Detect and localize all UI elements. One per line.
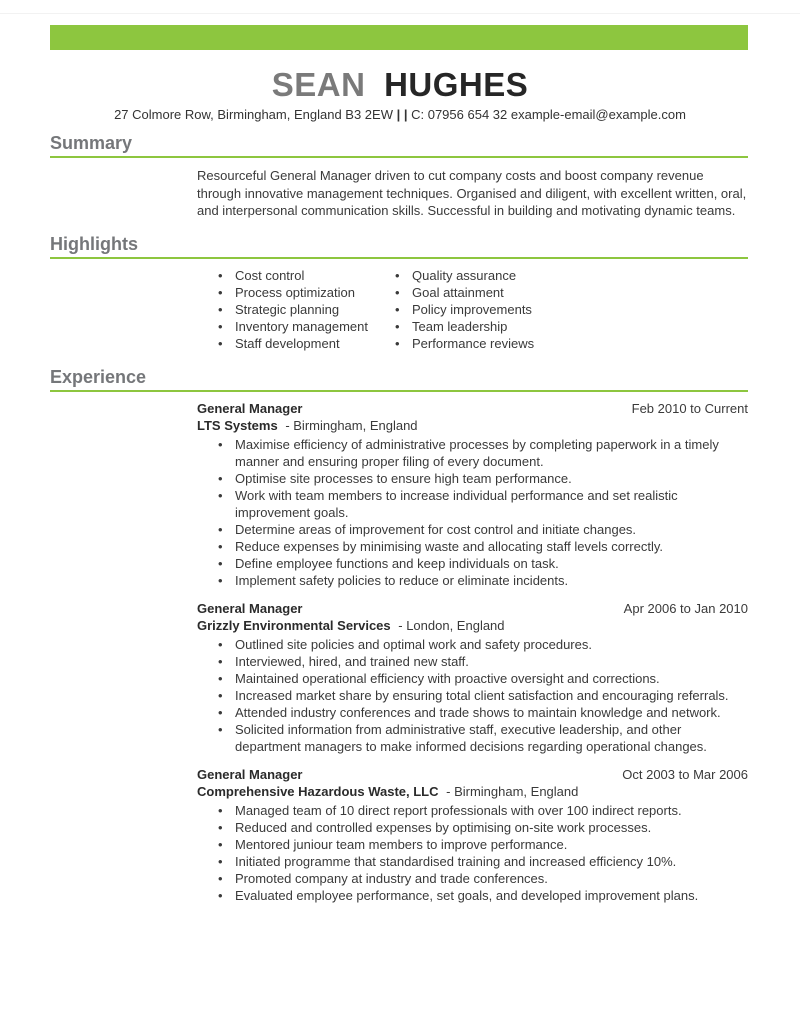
contact-email: example-email@example.com [510,107,686,122]
job-bullet: • Optimise site processes to ensure high team performance. [197,470,748,487]
job-dates: Oct 2003 to Mar 2006 [622,766,748,782]
contact-line [0,107,800,122]
job-header [197,600,748,617]
job-bullet: • Implement safety policies to reduce or eliminate incidents. [197,572,748,589]
job-bullet: • Initiated programme that standardised training and increased efficiency 10%. [197,853,748,870]
highlight-item: • Strategic planning [197,301,374,318]
job-entry-2 [197,600,748,755]
job-bullet: • Evaluated employee performance, set goals, and developed improvement plans. [197,887,748,904]
summary-text: Resourceful General Manager driven to cut company costs and boost company revenue through innovative management techniques. Organised and diligent, with excellent written, oral, and interpersonal communication skills. Successful in building and motivating dynamic teams. [197,168,747,218]
highlight-item: • Policy improvements [374,301,748,318]
job-bullet: • Determine areas of improvement for cost control and initiate changes. [197,521,748,538]
highlight-item: • Inventory management [197,318,374,335]
highlight-item: • Quality assurance [374,267,748,284]
job-company: Grizzly Environmental Services [197,617,391,633]
job-company-line [197,783,748,800]
job-entry-3 [197,766,748,904]
highlights-column-2 [374,267,748,352]
highlight-item: • Staff development [197,335,374,352]
contact-address: 27 Colmore Row, Birmingham, England B3 2EW [114,107,393,122]
job-bullet: • Maximise efficiency of administrative processes by completing paperwork in a timely manner and ensuring proper filing of every document. [197,436,748,470]
job-bullet: • Outlined site policies and optimal work and safety procedures. [197,636,748,653]
highlights-columns [197,267,748,352]
accent-bar [50,25,748,50]
summary-section [0,133,800,220]
job-dates: Feb 2010 to Current [631,400,748,416]
candidate-first-name: SEAN [271,66,366,103]
job-location: - Birmingham, England [446,783,579,799]
job-company-line [197,417,748,434]
job-location: - Birmingham, England [285,417,418,433]
job-company-line [197,617,748,634]
candidate-name [0,66,800,104]
job-company: Comprehensive Hazardous Waste, LLC [197,783,439,799]
job-title: General Manager [197,600,303,616]
job-dates: Apr 2006 to Jan 2010 [623,600,748,616]
job-bullet: • Solicited information from administrative staff, executive leadership, and other department managers to make informed decisions regarding operational changes. [197,721,748,755]
job-bullet-list [197,802,748,904]
highlights-heading: Highlights [50,234,748,259]
contact-separator: | | [396,107,408,122]
highlight-item: • Process optimization [197,284,374,301]
job-title: General Manager [197,766,303,782]
experience-heading: Experience [50,367,748,392]
job-bullet: • Managed team of 10 direct report professionals with over 100 indirect reports. [197,802,748,819]
job-bullet: • Work with team members to increase individual performance and set realistic improvement goals. [197,487,748,521]
job-header [197,400,748,417]
job-bullet: • Reduced and controlled expenses by optimising on-site work processes. [197,819,748,836]
job-bullet: • Attended industry conferences and trade shows to maintain knowledge and network. [197,704,748,721]
highlight-item: • Team leadership [374,318,748,335]
job-bullet: • Maintained operational efficiency with proactive oversight and corrections. [197,670,748,687]
job-bullet: • Define employee functions and keep individuals on task. [197,555,748,572]
highlight-item: • Cost control [197,267,374,284]
job-bullet: • Increased market share by ensuring total client satisfaction and encouraging referrals. [197,687,748,704]
contact-phone: C: 07956 654 32 [411,107,508,122]
highlight-item: • Goal attainment [374,284,748,301]
job-bullet-list [197,436,748,589]
job-bullet-list [197,636,748,755]
page-top-hairline [0,13,800,14]
job-company: LTS Systems [197,417,278,433]
job-entry-1 [197,400,748,589]
job-title: General Manager [197,400,303,416]
job-header [197,766,748,783]
highlight-item: • Performance reviews [374,335,748,352]
job-bullet: • Interviewed, hired, and trained new staff. [197,653,748,670]
highlights-section [0,234,800,352]
highlights-column-1 [197,267,374,352]
experience-section [0,367,800,904]
summary-heading: Summary [50,133,748,158]
job-bullet: • Mentored juniour team members to improve performance. [197,836,748,853]
resume-header [0,0,800,122]
job-bullet: • Reduce expenses by minimising waste and allocating staff levels correctly. [197,538,748,555]
job-location: - London, England [398,617,505,633]
candidate-last-name: HUGHES [384,66,529,103]
job-bullet: • Promoted company at industry and trade conferences. [197,870,748,887]
